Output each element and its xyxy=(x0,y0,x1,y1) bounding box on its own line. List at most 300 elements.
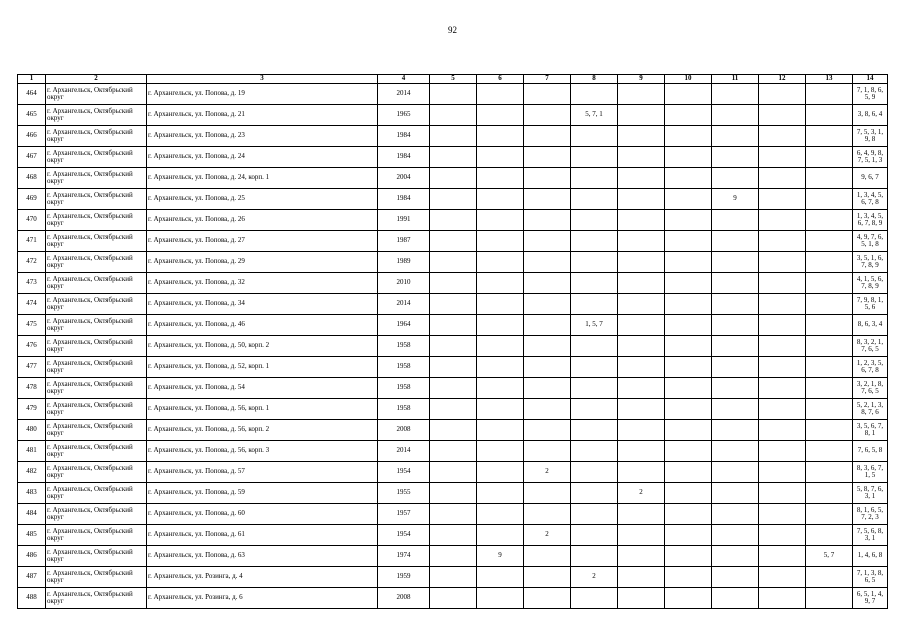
col8-cell xyxy=(571,84,618,105)
col7-cell xyxy=(524,105,571,126)
col9-cell xyxy=(618,189,665,210)
row-number: 486 xyxy=(18,546,46,567)
col11-cell xyxy=(712,231,759,252)
address-cell: г. Архангельск, ул. Попова, д. 32 xyxy=(147,273,378,294)
col11-cell xyxy=(712,504,759,525)
col10-cell xyxy=(665,210,712,231)
col7-cell xyxy=(524,231,571,252)
col10-cell xyxy=(665,525,712,546)
col5-cell xyxy=(430,126,477,147)
col5-cell xyxy=(430,504,477,525)
col6-cell xyxy=(477,483,524,504)
address-cell: г. Архангельск, ул. Попова, д. 27 xyxy=(147,231,378,252)
address-cell: г. Архангельск, ул. Попова, д. 56, корп. 1 xyxy=(147,399,378,420)
col14-cell: 1, 2, 3, 5, 6, 7, 8 xyxy=(853,357,888,378)
row-number: 479 xyxy=(18,399,46,420)
col12-cell xyxy=(759,252,806,273)
col13-cell xyxy=(806,126,853,147)
column-header: 7 xyxy=(524,75,571,84)
district-cell: г. Архангельск, Октябрьский округ xyxy=(46,504,147,525)
col13-cell xyxy=(806,147,853,168)
col9-cell xyxy=(618,546,665,567)
col8-cell xyxy=(571,378,618,399)
col6-cell xyxy=(477,336,524,357)
col14-cell: 6, 4, 9, 8, 7, 5, 1, 3 xyxy=(853,147,888,168)
district-cell: г. Архангельск, Октябрьский округ xyxy=(46,231,147,252)
col6-cell xyxy=(477,126,524,147)
col11-cell xyxy=(712,357,759,378)
year-cell: 1965 xyxy=(378,105,430,126)
col8-cell xyxy=(571,588,618,609)
address-cell: г. Архангельск, ул. Попова, д. 24 xyxy=(147,147,378,168)
col6-cell xyxy=(477,420,524,441)
col6-cell xyxy=(477,189,524,210)
col11-cell xyxy=(712,546,759,567)
col9-cell xyxy=(618,126,665,147)
col10-cell xyxy=(665,273,712,294)
col13-cell xyxy=(806,483,853,504)
col12-cell xyxy=(759,441,806,462)
col9-cell xyxy=(618,210,665,231)
col6-cell xyxy=(477,441,524,462)
col8-cell xyxy=(571,357,618,378)
table-row xyxy=(18,105,888,126)
col12-cell xyxy=(759,210,806,231)
col9-cell xyxy=(618,504,665,525)
district-cell: г. Архангельск, Октябрьский округ xyxy=(46,273,147,294)
address-cell: г. Архангельск, ул. Попова, д. 60 xyxy=(147,504,378,525)
table-row xyxy=(18,525,888,546)
district-cell: г. Архангельск, Октябрьский округ xyxy=(46,462,147,483)
col5-cell xyxy=(430,378,477,399)
year-cell: 1984 xyxy=(378,147,430,168)
table-row xyxy=(18,294,888,315)
col10-cell xyxy=(665,294,712,315)
col11-cell xyxy=(712,105,759,126)
col10-cell xyxy=(665,231,712,252)
col5-cell xyxy=(430,462,477,483)
row-number: 465 xyxy=(18,105,46,126)
year-cell: 1955 xyxy=(378,483,430,504)
row-number: 478 xyxy=(18,378,46,399)
col5-cell xyxy=(430,210,477,231)
col7-cell xyxy=(524,147,571,168)
col14-cell: 3, 5, 6, 7, 8, 1 xyxy=(853,420,888,441)
col5-cell xyxy=(430,567,477,588)
col7-cell xyxy=(524,126,571,147)
col7-cell xyxy=(524,483,571,504)
col10-cell xyxy=(665,357,712,378)
district-cell: г. Архангельск, Октябрьский округ xyxy=(46,420,147,441)
address-cell: г. Архангельск, ул. Попова, д. 56, корп. 3 xyxy=(147,441,378,462)
col6-cell xyxy=(477,357,524,378)
col9-cell xyxy=(618,231,665,252)
address-cell: г. Архангельск, ул. Попова, д. 46 xyxy=(147,315,378,336)
table-row xyxy=(18,546,888,567)
row-number: 472 xyxy=(18,252,46,273)
col13-cell xyxy=(806,357,853,378)
register-table xyxy=(17,74,888,609)
row-number: 468 xyxy=(18,168,46,189)
row-number: 484 xyxy=(18,504,46,525)
col5-cell xyxy=(430,525,477,546)
col13-cell xyxy=(806,336,853,357)
col11-cell xyxy=(712,315,759,336)
col12-cell xyxy=(759,168,806,189)
col13-cell xyxy=(806,231,853,252)
col8-cell xyxy=(571,336,618,357)
table-row xyxy=(18,168,888,189)
year-cell: 1959 xyxy=(378,567,430,588)
col9-cell xyxy=(618,273,665,294)
table-row xyxy=(18,273,888,294)
col10-cell xyxy=(665,168,712,189)
col11-cell xyxy=(712,483,759,504)
col13-cell xyxy=(806,315,853,336)
col7-cell xyxy=(524,168,571,189)
col13-cell xyxy=(806,294,853,315)
address-cell: г. Архангельск, ул. Попова, д. 21 xyxy=(147,105,378,126)
address-cell: г. Архангельск, ул. Попова, д. 29 xyxy=(147,252,378,273)
col10-cell xyxy=(665,252,712,273)
district-cell: г. Архангельск, Октябрьский округ xyxy=(46,378,147,399)
column-header: 6 xyxy=(477,75,524,84)
header-row xyxy=(18,75,888,84)
district-cell: г. Архангельск, Октябрьский округ xyxy=(46,567,147,588)
col9-cell xyxy=(618,441,665,462)
column-header: 8 xyxy=(571,75,618,84)
year-cell: 2014 xyxy=(378,441,430,462)
col14-cell: 9, 6, 7 xyxy=(853,168,888,189)
col7-cell xyxy=(524,294,571,315)
column-header: 10 xyxy=(665,75,712,84)
year-cell: 2008 xyxy=(378,420,430,441)
col7-cell xyxy=(524,441,571,462)
address-cell: г. Архангельск, ул. Попова, д. 56, корп. 2 xyxy=(147,420,378,441)
year-cell: 1987 xyxy=(378,231,430,252)
col9-cell xyxy=(618,567,665,588)
col13-cell xyxy=(806,168,853,189)
table-row xyxy=(18,588,888,609)
col9-cell xyxy=(618,525,665,546)
col5-cell xyxy=(430,357,477,378)
column-header: 5 xyxy=(430,75,477,84)
col7-cell xyxy=(524,420,571,441)
col11-cell: 9 xyxy=(712,189,759,210)
address-cell: г. Архангельск, ул. Попова, д. 23 xyxy=(147,126,378,147)
year-cell: 2014 xyxy=(378,84,430,105)
row-number: 482 xyxy=(18,462,46,483)
col10-cell xyxy=(665,126,712,147)
col9-cell xyxy=(618,84,665,105)
col7-cell xyxy=(524,273,571,294)
col8-cell: 1, 5, 7 xyxy=(571,315,618,336)
table-row xyxy=(18,399,888,420)
district-cell: г. Архангельск, Октябрьский округ xyxy=(46,189,147,210)
col8-cell xyxy=(571,546,618,567)
col7-cell: 2 xyxy=(524,462,571,483)
col13-cell xyxy=(806,504,853,525)
col5-cell xyxy=(430,294,477,315)
col6-cell xyxy=(477,588,524,609)
year-cell: 1991 xyxy=(378,210,430,231)
col13-cell xyxy=(806,252,853,273)
col14-cell: 1, 3, 4, 5, 6, 7, 8, 9 xyxy=(853,210,888,231)
col11-cell xyxy=(712,399,759,420)
row-number: 467 xyxy=(18,147,46,168)
col11-cell xyxy=(712,567,759,588)
col8-cell xyxy=(571,294,618,315)
col7-cell xyxy=(524,357,571,378)
table-row xyxy=(18,336,888,357)
table-row xyxy=(18,126,888,147)
col8-cell xyxy=(571,525,618,546)
row-number: 483 xyxy=(18,483,46,504)
district-cell: г. Архангельск, Октябрьский округ xyxy=(46,252,147,273)
col10-cell xyxy=(665,315,712,336)
col12-cell xyxy=(759,357,806,378)
col9-cell xyxy=(618,105,665,126)
col13-cell xyxy=(806,441,853,462)
col9-cell xyxy=(618,252,665,273)
col5-cell xyxy=(430,231,477,252)
year-cell: 1958 xyxy=(378,399,430,420)
col8-cell xyxy=(571,231,618,252)
col9-cell xyxy=(618,462,665,483)
district-cell: г. Архангельск, Октябрьский округ xyxy=(46,483,147,504)
col13-cell xyxy=(806,273,853,294)
col12-cell xyxy=(759,546,806,567)
col9-cell xyxy=(618,399,665,420)
col11-cell xyxy=(712,441,759,462)
col8-cell xyxy=(571,483,618,504)
col12-cell xyxy=(759,273,806,294)
col6-cell xyxy=(477,504,524,525)
col5-cell xyxy=(430,84,477,105)
col12-cell xyxy=(759,504,806,525)
col12-cell xyxy=(759,483,806,504)
col6-cell xyxy=(477,210,524,231)
col6-cell xyxy=(477,231,524,252)
col10-cell xyxy=(665,441,712,462)
col6-cell xyxy=(477,378,524,399)
year-cell: 1974 xyxy=(378,546,430,567)
district-cell: г. Архангельск, Октябрьский округ xyxy=(46,147,147,168)
col14-cell: 8, 3, 6, 7, 1, 5 xyxy=(853,462,888,483)
table-row xyxy=(18,357,888,378)
col7-cell xyxy=(524,378,571,399)
col7-cell xyxy=(524,588,571,609)
col14-cell: 3, 5, 1, 6, 7, 8, 9 xyxy=(853,252,888,273)
col12-cell xyxy=(759,294,806,315)
col6-cell xyxy=(477,105,524,126)
row-number: 480 xyxy=(18,420,46,441)
col11-cell xyxy=(712,273,759,294)
col13-cell xyxy=(806,567,853,588)
col8-cell xyxy=(571,420,618,441)
address-cell: г. Архангельск, ул. Попова, д. 63 xyxy=(147,546,378,567)
row-number: 476 xyxy=(18,336,46,357)
col8-cell xyxy=(571,189,618,210)
row-number: 466 xyxy=(18,126,46,147)
col10-cell xyxy=(665,336,712,357)
col14-cell: 7, 1, 8, 6, 5, 9 xyxy=(853,84,888,105)
col5-cell xyxy=(430,399,477,420)
col9-cell xyxy=(618,168,665,189)
district-cell: г. Архангельск, Октябрьский округ xyxy=(46,210,147,231)
col13-cell xyxy=(806,210,853,231)
col6-cell xyxy=(477,252,524,273)
col14-cell: 1, 3, 4, 5, 6, 7, 8 xyxy=(853,189,888,210)
col8-cell xyxy=(571,273,618,294)
address-cell: г. Архангельск, ул. Попова, д. 24, корп. 1 xyxy=(147,168,378,189)
column-header: 2 xyxy=(46,75,147,84)
col11-cell xyxy=(712,210,759,231)
col14-cell: 5, 8, 7, 6, 3, 1 xyxy=(853,483,888,504)
district-cell: г. Архангельск, Октябрьский округ xyxy=(46,441,147,462)
table-row xyxy=(18,420,888,441)
address-cell: г. Архангельск, ул. Попова, д. 19 xyxy=(147,84,378,105)
col8-cell xyxy=(571,399,618,420)
column-header: 4 xyxy=(378,75,430,84)
col9-cell xyxy=(618,294,665,315)
col7-cell xyxy=(524,399,571,420)
district-cell: г. Архангельск, Октябрьский округ xyxy=(46,294,147,315)
row-number: 471 xyxy=(18,231,46,252)
col12-cell xyxy=(759,378,806,399)
district-cell: г. Архангельск, Октябрьский округ xyxy=(46,336,147,357)
col12-cell xyxy=(759,420,806,441)
address-cell: г. Архангельск, ул. Попова, д. 26 xyxy=(147,210,378,231)
address-cell: г. Архангельск, ул. Попова, д. 50, корп. 2 xyxy=(147,336,378,357)
col12-cell xyxy=(759,399,806,420)
year-cell: 1958 xyxy=(378,378,430,399)
col12-cell xyxy=(759,231,806,252)
column-header: 13 xyxy=(806,75,853,84)
col13-cell xyxy=(806,189,853,210)
col11-cell xyxy=(712,147,759,168)
col12-cell xyxy=(759,126,806,147)
column-header: 11 xyxy=(712,75,759,84)
col12-cell xyxy=(759,84,806,105)
column-header: 12 xyxy=(759,75,806,84)
col11-cell xyxy=(712,336,759,357)
col8-cell: 2 xyxy=(571,567,618,588)
col9-cell xyxy=(618,420,665,441)
col5-cell xyxy=(430,252,477,273)
year-cell: 1984 xyxy=(378,126,430,147)
col14-cell: 7, 5, 6, 8, 3, 1 xyxy=(853,525,888,546)
year-cell: 1954 xyxy=(378,462,430,483)
col14-cell: 8, 6, 3, 4 xyxy=(853,315,888,336)
col11-cell xyxy=(712,420,759,441)
col10-cell xyxy=(665,504,712,525)
col12-cell xyxy=(759,588,806,609)
col8-cell xyxy=(571,210,618,231)
col6-cell xyxy=(477,315,524,336)
col14-cell: 3, 8, 6, 4 xyxy=(853,105,888,126)
col14-cell: 7, 5, 3, 1, 9, 8 xyxy=(853,126,888,147)
address-cell: г. Архангельск, ул. Попова, д. 54 xyxy=(147,378,378,399)
col14-cell: 4, 9, 7, 6, 5, 1, 8 xyxy=(853,231,888,252)
table-row xyxy=(18,504,888,525)
col13-cell xyxy=(806,588,853,609)
address-cell: г. Архангельск, ул. Попова, д. 61 xyxy=(147,525,378,546)
col9-cell xyxy=(618,147,665,168)
col10-cell xyxy=(665,378,712,399)
col6-cell xyxy=(477,525,524,546)
row-number: 481 xyxy=(18,441,46,462)
district-cell: г. Архангельск, Октябрьский округ xyxy=(46,126,147,147)
district-cell: г. Архангельск, Октябрьский округ xyxy=(46,84,147,105)
col5-cell xyxy=(430,168,477,189)
col8-cell: 5, 7, 1 xyxy=(571,105,618,126)
address-cell: г. Архангельск, ул. Попова, д. 59 xyxy=(147,483,378,504)
table-row xyxy=(18,378,888,399)
col7-cell xyxy=(524,84,571,105)
col6-cell xyxy=(477,567,524,588)
address-cell: г. Архангельск, ул. Розинга, д. 6 xyxy=(147,588,378,609)
col6-cell xyxy=(477,168,524,189)
col14-cell: 8, 1, 6, 5, 7, 2, 3 xyxy=(853,504,888,525)
col7-cell xyxy=(524,210,571,231)
col5-cell xyxy=(430,441,477,462)
year-cell: 1964 xyxy=(378,315,430,336)
column-header: 14 xyxy=(853,75,888,84)
row-number: 485 xyxy=(18,525,46,546)
col6-cell xyxy=(477,147,524,168)
col8-cell xyxy=(571,441,618,462)
col5-cell xyxy=(430,273,477,294)
table-row xyxy=(18,252,888,273)
col11-cell xyxy=(712,84,759,105)
col6-cell xyxy=(477,399,524,420)
col9-cell xyxy=(618,357,665,378)
col8-cell xyxy=(571,252,618,273)
col10-cell xyxy=(665,105,712,126)
col13-cell: 5, 7 xyxy=(806,546,853,567)
row-number: 488 xyxy=(18,588,46,609)
col8-cell xyxy=(571,462,618,483)
col10-cell xyxy=(665,84,712,105)
col14-cell: 4, 1, 5, 6, 7, 8, 9 xyxy=(853,273,888,294)
row-number: 470 xyxy=(18,210,46,231)
col8-cell xyxy=(571,126,618,147)
table-row xyxy=(18,462,888,483)
column-header: 1 xyxy=(18,75,46,84)
col11-cell xyxy=(712,294,759,315)
col5-cell xyxy=(430,483,477,504)
col10-cell xyxy=(665,189,712,210)
col7-cell xyxy=(524,252,571,273)
col5-cell xyxy=(430,315,477,336)
address-cell: г. Архангельск, ул. Попова, д. 52, корп. 1 xyxy=(147,357,378,378)
year-cell: 1958 xyxy=(378,357,430,378)
col14-cell: 7, 1, 3, 8, 6, 5 xyxy=(853,567,888,588)
col14-cell: 5, 2, 1, 3, 8, 7, 6 xyxy=(853,399,888,420)
year-cell: 1984 xyxy=(378,189,430,210)
col5-cell xyxy=(430,189,477,210)
row-number: 477 xyxy=(18,357,46,378)
table-row xyxy=(18,483,888,504)
col9-cell: 2 xyxy=(618,483,665,504)
district-cell: г. Архангельск, Октябрьский округ xyxy=(46,315,147,336)
col12-cell xyxy=(759,105,806,126)
col8-cell xyxy=(571,147,618,168)
col7-cell xyxy=(524,567,571,588)
col12-cell xyxy=(759,189,806,210)
col8-cell xyxy=(571,504,618,525)
